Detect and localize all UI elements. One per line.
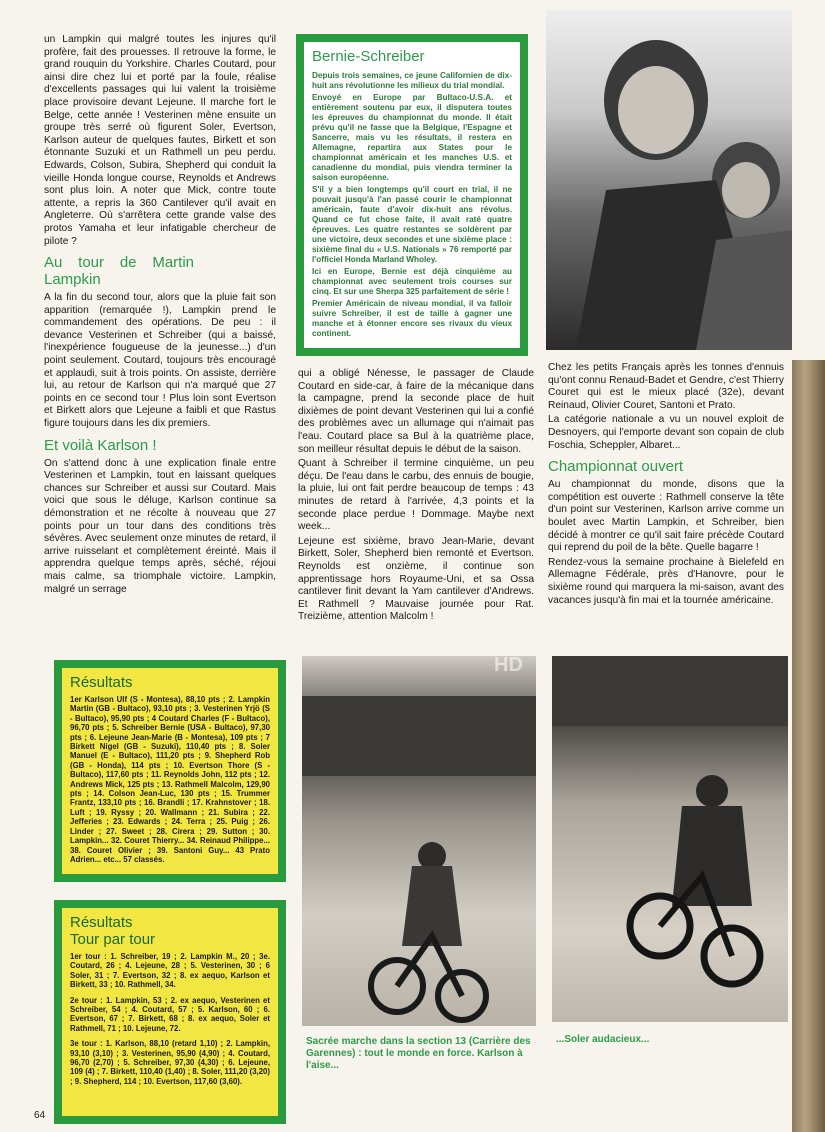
article-column-1 xyxy=(44,34,276,598)
article-paragraph: A la fin du second tour, alors que la pluie fait son apparition (remarquée !), Lampkin prend le commandement des opérations. De peu : il devance Vesterinen et Schreiber (qui a baissé, l'inexpérience fougueuse de la jeunesse...) d'un point seulement. Coutard, toujours très encouragé et applaudi, suit à trois points. On assiste, derrière lui, au retour de Karlson qui n'a marqué que 27 points en ce second tour ! Plus loin sont Evertson et Birkett alors que Lejeune a faibli et que Rastus figure toujours dans les dix premiers. xyxy=(44,292,276,430)
resultats-box xyxy=(54,660,286,882)
article-paragraph: Rendez-vous la semaine prochaine à Bielefeld en Allemagne Fédérale, près d'Hanovre, pour le sixième round qui marquera la mi-saison, avant des vacances jusqu'à fin mai et la tournée américaine. xyxy=(548,556,784,606)
box-paragraph: S'il y a bien longtemps qu'il court en trial, il ne pouvait jusqu'à l'an passé courir le championnat américain, faute d'avoir dix-huit ans révolus. Quand ce fut chose faite, il avait raté quatre épreuves. Les quatre restantes se soldèrent par une victoire, deux secondes et une sixième place : sixième final du « U.S. Nationals » 76 remporté par l'officiel Honda Marland Wholey. xyxy=(312,185,512,264)
watermark: HD xyxy=(494,656,523,676)
tour-results-3: 3e tour : 1. Karlson, 88,10 (retard 1,10) ; 2. Lampkin, 93,10 (3,10) ; 3. Vesterinen, 95,90 (4,90) ; 4. Coutard, 96,70 (2,70) ; 5. Schreiber, 97,30 (4,30) ; 6. Lejeune, 109 (4) ; 7. Birkett, 110,40 (1,40) ; 8. Soler, 111,20 (3,20) ; 9. Shepherd, 114 ; 10. Evertson, 117,60 (3,60). xyxy=(70,1039,270,1086)
article-paragraph: Au championnat du monde, disons que la compétition est ouverte : Rathmell conserve la tête d'un point sur Vesterinen, Karlson arrive comme un boulet avec Martin Lampkin, et Schreiber, bien décidé à montrer ce qu'il sait faire précède Coutard qui reprend du poil de la bête. Quelle bagarre ! xyxy=(548,479,784,554)
box-paragraph: Premier Américain de niveau mondial, il va falloir suivre Schreiber, il est de taille à gagner une manche et à étonner encore ses rivaux du vieux continent. xyxy=(312,299,512,338)
article-paragraph: On s'attend donc à une explication finale entre Vesterinen et Lampkin, tout en laissant quelques chances sur Schreiber et aussi sur Coutard. Mais voici que sous le déluge, Karlson continue sa démonstration et ne récolte à nouveau que 27 points pour un tour dans des conditions très sévères. Avec seulement onze minutes de retard, il arrive ruisselant et complètement éreinté. Mais il apprendra quelque temps après, séché, réjoui mais calme, sa triomphale victoire. Lampkin, malgré un serrage xyxy=(44,457,276,595)
box-paragraph: Depuis trois semaines, ce jeune Californien de dix-huit ans révolutionne les milieux du trial mondial. xyxy=(312,71,512,90)
tour-par-tour-box xyxy=(54,900,286,1124)
results-text: 1er Karlson Ulf (S - Montesa), 88,10 pts ; 2. Lampkin Martin (GB - Bultaco), 93,10 pts ; 3. Vesterinen Yrjö (S - Bultaco), 95,90 pts ; 4 Coutard Charles (F - Bultaco), 96,70 pts ; 5. Schreiber Bernie (USA - Bultaco), 97,30 pts ; 6. Lejeune Jean-Marie (B - Montesa), 109 pts ; 7 Birkett Nigel (GB - Suzuki), 110,40 pts ; 8. Soler Manuel (E - Bultaco), 111,20 pts ; 9. Shepherd Rob (GB - Honda), 114 pts ; 10. Evertson Thore (S - Bultaco), 117,60 pts ; 11. Reynolds John, 112 pts ; 12. Andrews Mick, 125 pts ; 13. Rathmell Malcolm, 129,90 pts ; 14. Colson Jean-Luc, 130 pts ; 15. Trummer Frantz, 133,10 pts ; 16. Brandli ; 17. Krahnstover ; 18. Luft ; 19. Ryssy ; 20. Wallmann ; 21. Subira ; 22. Jefferies ; 23. Edwards ; 24. Terra ; 25. Puig ; 26. Linder ; 27. Sweet ; 28. Cirera ; 29. Sutton ; 30. Lampkin... 32. Couret Thierry... 34. Reinaud Philippe... 38. Couret Olivier ; 39. Santoni Guy... 43 Prato Adrien... etc... 57 classés. xyxy=(70,695,270,864)
photo-caption-karlson: Sacrée marche dans la section 13 (Carrière des Garennes) : tout le monde en force. Karlson à l'aise... xyxy=(306,1036,531,1071)
article-paragraph: un Lampkin qui malgré toutes les injures qu'il profère, fait des prouesses. Il retrouve la forme, le grand rouquin du Yorkshire. Charles Coutard, pour ainsi dire chez lui et porté par la foule, réalise d'excellents passages qui lui valent la troisième place provisoire devant Lejeune. Il marche fort le Belge, cette année ! Vesterinen mène ensuite un groupe très serré où figurent Soler, Evertson, Karlson auteur de quelques fautes, Birkett et son étonnante Suzuki et un Rathmell un peu perdu. Edwards, Colson, Subira, Shepherd qui conduit la vieille Honda longue course, Reynolds et Andrews sont plus loin. A noter que Mick, contre toute attente, a repris la 360 Cantilever qu'il avait en Angleterre. Où s'arrêtera cette grande valse des protos Yamaha et leur infatigable chercheur de pilote ? xyxy=(44,34,276,247)
article-paragraph: Chez les petits Français après les tonnes d'ennuis qu'ont connu Renaud-Badet et Gendre, c'est Thierry Couret qui est le mieux placé (32e), devant Reinaud, Olivier Couret, Santoni et Prato. xyxy=(548,362,784,411)
box-title-line2: Tour par tour xyxy=(70,931,156,948)
bernie-schreiber-box xyxy=(296,34,528,356)
section-heading-karlson: Et voilà Karlson ! xyxy=(44,436,157,454)
article-paragraph: Lejeune est sixième, bravo Jean-Marie, devant Birkett, Soler, Shepherd bien remonté et Evertson. Reynolds est onzième, il continue son apprentissage hors Royaume-Uni, et sa Ossa cantilever finit devant la Yam cantilever d'Andrews. Et Rathmell ? Mauvaise journée pour Rat. Treizième, attention Malcolm ! xyxy=(298,535,534,623)
soler-section-photo xyxy=(552,656,788,1022)
box-title-line1: Résultats xyxy=(70,914,133,931)
box-title: Bernie-Schreiber xyxy=(312,48,425,65)
soler-rider-illustration xyxy=(552,656,788,1022)
riders-portrait-illustration xyxy=(546,10,792,350)
article-paragraph: qui a obligé Nénesse, le passager de Claude Coutard en side-car, à faire de la mécanique dans la campagne, prend la seconde place de huit dixièmes de point devant Vesterinen qui lui a confié des problèmes avec un allumage qui n'aimait pas l'eau. Coutard place sa Bul à la quatrième place, son meilleur résultat depuis le début de la saison. xyxy=(298,368,534,455)
side-strip-photo xyxy=(792,360,825,1132)
riders-portrait-photo xyxy=(546,10,792,350)
section-heading-lampkin: Au tour de Martin Lampkin xyxy=(44,254,194,289)
karlson-section-photo xyxy=(302,656,536,1026)
tour-results-1: 1er tour : 1. Schreiber, 19 ; 2. Lampkin M., 20 ; 3e. Coutard, 26 ; 4. Lejeune, 28 ; 5. Vesterinen, 30 ; 6 Soler, 31 ; 7. Evertson, 32 ; 8. ex aequo, Karlson et Birkett, 33 ; 10. Rathmell, 34. xyxy=(70,952,270,990)
box-paragraph: Envoyé en Europe par Bultaco-U.S.A. et entièrement soutenu par eux, il disputera toutes les épreuves du championnat du monde. Il était prévu qu'il ne fasse que la Belgique, l'Espagne et Sancerre, mais vu les résultats, il restera en Allemagne, repartira aux States pour le championnat américain et les manches U.S. et canadienne du mondial, puis viendra terminer la saison européenne. xyxy=(312,93,512,182)
article-column-2 xyxy=(298,368,534,626)
page-number: 64 xyxy=(34,1110,46,1121)
article-column-3 xyxy=(548,362,784,609)
photo-caption-soler: ...Soler audacieux... xyxy=(556,1034,650,1045)
box-paragraph: Ici en Europe, Bernie est déjà cinquième au championnat avec seulement trois courses sur cinq. Et sur une Sherpa 325 parfaitement de série ! xyxy=(312,267,512,296)
tour-results-2: 2e tour : 1. Lampkin, 53 ; 2. ex aequo, Vesterinen et Schreiber, 54 ; 4. Coutard, 57 ; 5. Karlson, 60 ; 6. Evertson, 67 ; 7. Birkett, 68 ; 8. ex aequo, Soler et Rathmell, 71 ; 10. Lejeune, 72. xyxy=(70,995,270,1033)
karlson-rider-illustration xyxy=(302,656,536,1026)
article-paragraph: Quant à Schreiber il termine cinquième, un peu déçu. De l'eau dans le carbu, des ennuis de bougie, la pluie, lui ont fait perdre beaucoup de temps : 43 minutes de retard à l'arrivée, 4,3 points et la seconde place perdue ! Dommage. Maybe next week... xyxy=(298,458,534,533)
box-title: Résultats xyxy=(70,674,133,691)
article-paragraph: La catégorie nationale a vu un nouvel exploit de Desnoyers, qui l'emporte devant son copain de club Foschia, Scheppler, Albaret... xyxy=(548,414,784,451)
section-heading-championnat: Championnat ouvert xyxy=(548,458,684,476)
